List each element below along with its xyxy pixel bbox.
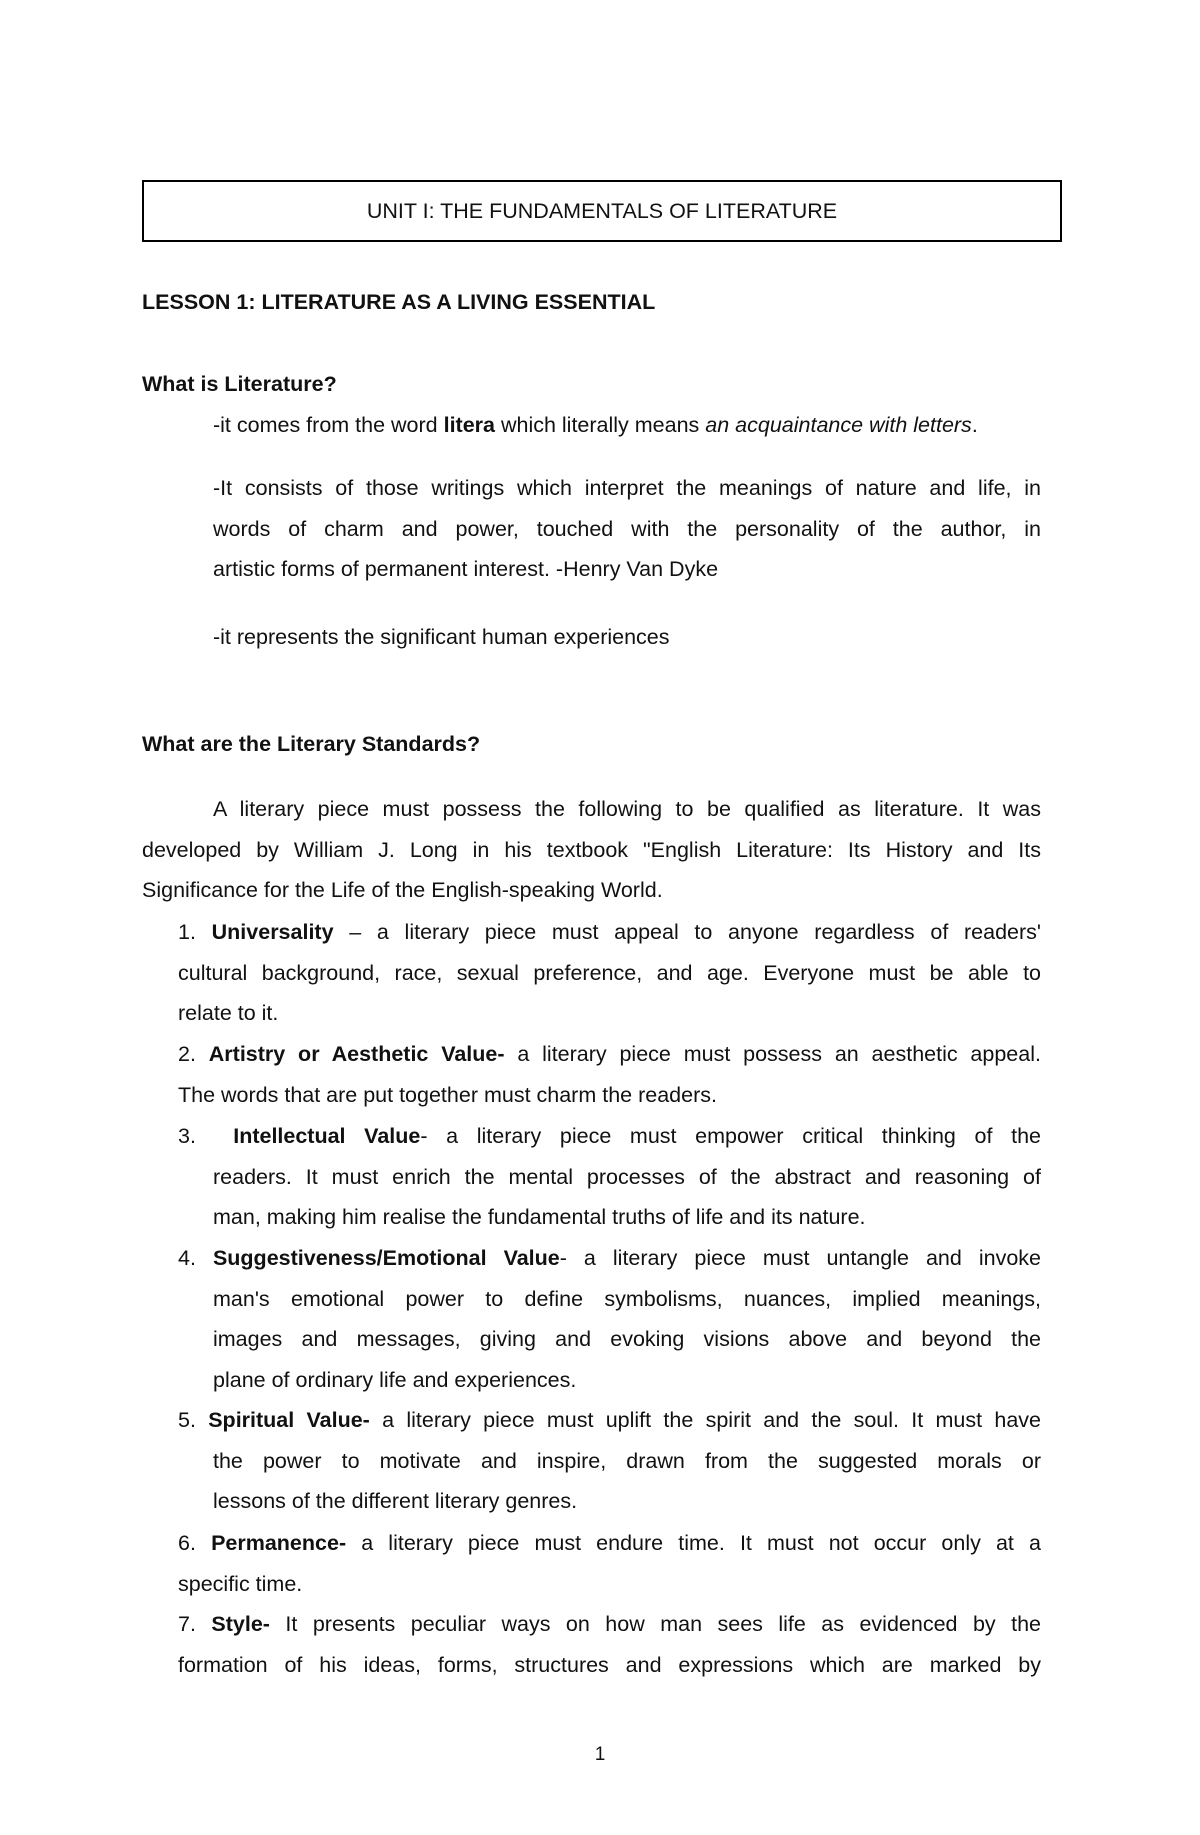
unit-title: UNIT I: THE FUNDAMENTALS OF LITERATURE: [366, 198, 838, 223]
unit-title-box: [142, 180, 1062, 242]
standard-style: 7. Style- It presents peculiar ways on how man sees life as evidenced by the formation of his ideas, forms, structures and expressions which are marked by: [178, 1612, 1041, 1677]
definition-3: -it represents the significant human experiences: [213, 625, 670, 649]
definition-2: -It consists of those writings which interpret the meanings of nature and life, in words of charm and power, touched with the personality of the author, in artistic forms of permanent interest. -Henry Van Dyke: [213, 476, 1041, 581]
standard-permanence: 6. Permanence- a literary piece must endure time. It must not occur only at a specific time.: [178, 1531, 1041, 1596]
standard-spiritual-value: 5. Spiritual Value- a literary piece must uplift the spirit and the soul. It must have the power to motivate and inspire, drawn from the suggested morals or lessons of the different literary genres.: [178, 1408, 1041, 1513]
standard-suggestiveness: 4. Suggestiveness/Emotional Value- a literary piece must untangle and invoke man's emotional power to define symbolisms, nuances, implied meanings, images and messages, giving and evoking visions above and beyond the plane of ordinary life and experiences.: [178, 1246, 1041, 1392]
standard-intellectual-value: 3. Intellectual Value- a literary piece must empower critical thinking of the readers. It must enrich the mental processes of the abstract and reasoning of man, making him realise the fundamental truths of life and its nature.: [178, 1124, 1041, 1229]
term-litera: litera: [443, 413, 495, 437]
intro-paragraph: A literary piece must possess the following to be qualified as literature. It was developed by William J. Long in his textbook "English Literature: Its History and Its Significance for the Life of the English-speaking World.: [142, 797, 1041, 902]
question-literary-standards: What are the Literary Standards?: [142, 732, 481, 756]
question-what-is-literature: What is Literature?: [142, 372, 337, 396]
standard-artistry: 2. Artistry or Aesthetic Value- a literary piece must possess an aesthetic appeal. The words that are put together must charm the readers.: [178, 1042, 1041, 1107]
standard-universality: 1. Universality – a literary piece must appeal to anyone regardless of readers' cultural background, race, sexual preference, and age. Everyone must be able to relate to it.: [178, 920, 1041, 1025]
page-number: 1: [594, 1744, 606, 1765]
definition-1: -it comes from the word litera which literally means an acquaintance with letters.: [213, 413, 978, 437]
italic-phrase: an acquaintance with letters: [705, 413, 972, 437]
lesson-title: LESSON 1: LITERATURE AS A LIVING ESSENTIAL: [142, 290, 656, 314]
